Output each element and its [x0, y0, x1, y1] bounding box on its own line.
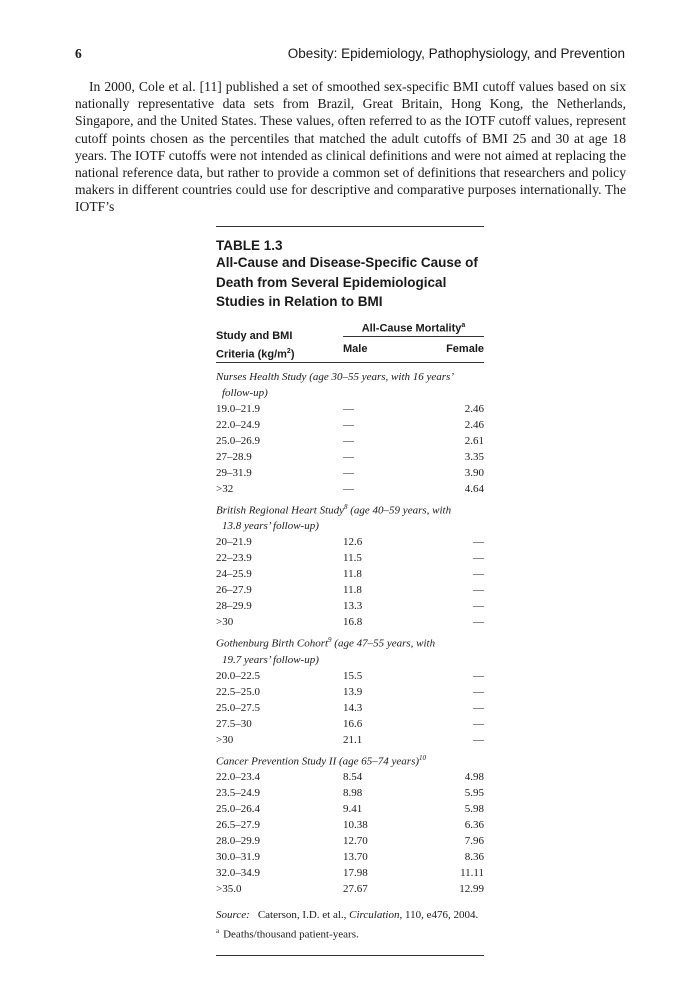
female-mortality-cell: —	[473, 600, 484, 613]
study-group-title	[216, 630, 484, 668]
male-mortality-cell: —	[343, 418, 354, 431]
female-mortality-cell: —	[473, 717, 484, 730]
female-mortality-cell: —	[473, 552, 484, 565]
acm-header-text: All-Cause Mortality	[361, 322, 462, 335]
page-number: 6	[75, 46, 82, 61]
male-mortality-cell: 21.1	[343, 733, 363, 746]
table-row	[216, 465, 484, 481]
study-group-title	[216, 497, 484, 535]
bmi-criteria-cell: 25.0–26.4	[216, 803, 260, 816]
male-mortality-cell: 11.5	[343, 552, 362, 565]
table-top-rule	[216, 226, 484, 227]
table-row	[216, 833, 484, 849]
study-title-cell	[216, 748, 484, 770]
footnote-mark: a	[216, 927, 220, 936]
bmi-criteria-cell: 32.0–34.9	[216, 867, 260, 880]
table-row	[216, 785, 484, 801]
female-column-header: Female	[446, 342, 484, 355]
study-header-line2: Criteria (kg/m	[216, 348, 287, 361]
study-title-line2: 13.8 years’ follow-up)	[222, 520, 319, 533]
table-column-headers	[216, 322, 484, 362]
study-header-sup: 2	[286, 347, 291, 355]
source-details: , 110, e476, 2004.	[399, 909, 479, 922]
male-mortality-cell: —	[343, 466, 354, 479]
female-mortality-cell: 2.46	[464, 418, 484, 431]
table-row	[216, 732, 484, 748]
male-mortality-cell: 11.8	[343, 568, 362, 581]
female-mortality-cell: 2.46	[464, 402, 484, 415]
study-title-line2: follow-up)	[222, 386, 268, 399]
bmi-criteria-cell: >35.0	[216, 883, 242, 896]
table-label: TABLE 1.3	[216, 238, 283, 253]
study-title: British Regional Heart Study	[216, 504, 345, 517]
page-header	[75, 46, 625, 66]
female-mortality-cell: 5.98	[464, 803, 484, 816]
study-title-cell	[216, 497, 484, 535]
bmi-criteria-cell: >30	[216, 733, 234, 746]
male-mortality-cell: 12.70	[343, 835, 368, 848]
male-mortality-cell: 13.9	[343, 685, 363, 698]
bmi-criteria-cell: 26–27.9	[216, 584, 252, 597]
male-mortality-cell: —	[343, 482, 354, 495]
bmi-criteria-cell: 25.0–26.9	[216, 434, 260, 447]
bmi-criteria-cell: 28–29.9	[216, 600, 252, 613]
female-mortality-cell: —	[473, 584, 484, 597]
bmi-criteria-cell: 23.5–24.9	[216, 787, 260, 800]
study-title-line2: 19.7 years’ follow-up)	[222, 653, 319, 666]
male-mortality-cell: 12.6	[343, 536, 363, 549]
table-row	[216, 881, 484, 897]
study-group-title	[216, 367, 484, 401]
table-row	[216, 433, 484, 449]
table-row	[216, 582, 484, 598]
bmi-criteria-cell: 26.5–27.9	[216, 819, 260, 832]
female-mortality-cell: —	[473, 669, 484, 682]
male-mortality-cell: 11.8	[343, 584, 362, 597]
bmi-criteria-cell: 25.0–27.5	[216, 701, 260, 714]
table-title: All-Cause and Disease-Specific Cause of Death from Several Epidemiological Studies in Relation to BMI	[216, 255, 478, 309]
study-title-cell	[216, 367, 484, 401]
table-row	[216, 550, 484, 566]
bmi-criteria-cell: >32	[216, 482, 234, 495]
table-1-3	[216, 226, 484, 956]
table-row	[216, 700, 484, 716]
table-row	[216, 614, 484, 630]
female-mortality-cell: 6.36	[464, 819, 484, 832]
male-mortality-cell: 16.8	[343, 616, 363, 629]
study-reference: 9	[328, 636, 332, 645]
study-column-header	[216, 328, 295, 363]
female-mortality-cell: —	[473, 701, 484, 714]
study-title: Gothenburg Birth Cohort	[216, 637, 329, 650]
bmi-criteria-cell: 22.0–24.9	[216, 418, 260, 431]
male-mortality-cell: 16.6	[343, 717, 363, 730]
bmi-criteria-cell: 24–25.9	[216, 568, 252, 581]
bmi-criteria-cell: 22–23.9	[216, 552, 252, 565]
bmi-criteria-cell: >30	[216, 616, 234, 629]
bmi-criteria-cell: 20–21.9	[216, 536, 252, 549]
body-paragraph: In 2000, Cole et al. [11] published a set of smoothed sex-specific BMI cutoff values based on six nationally representative data sets from Brazil, Great Britain, Hong Kong, the Netherlands, Singapore, and the United States. These values, often referred to as the IOTF cutoff values, represent cutoff points chosen as the percentiles that matched the adult cutoffs of BMI 25 and 30 at age 18 years. The IOTF cutoffs were not intended as clinical definitions and were not aimed at replacing the national reference data, but rather to provide a common set of definitions that researchers and policy makers in different countries could use for descriptive and comparative purposes internationally. The IOTF’s	[75, 79, 626, 215]
female-mortality-cell: 4.98	[464, 771, 484, 784]
male-mortality-cell: 8.54	[343, 771, 363, 784]
bmi-criteria-cell: 20.0–22.5	[216, 669, 260, 682]
study-reference: 10	[419, 753, 427, 762]
table-row	[216, 801, 484, 817]
study-header-end: )	[290, 348, 295, 361]
table-bottom-rule	[216, 955, 484, 956]
table-row	[216, 566, 484, 582]
table-row	[216, 401, 484, 417]
male-mortality-cell: —	[343, 434, 354, 447]
female-mortality-cell: 8.36	[464, 851, 484, 864]
male-mortality-cell: 10.38	[343, 819, 368, 832]
table-row	[216, 817, 484, 833]
bmi-criteria-cell: 19.0–21.9	[216, 402, 260, 415]
table-row	[216, 598, 484, 614]
male-mortality-cell: 15.5	[343, 669, 363, 682]
bmi-criteria-cell: 27.5–30	[216, 717, 252, 730]
study-title-cell	[216, 630, 484, 668]
male-mortality-cell: 14.3	[343, 701, 363, 714]
male-mortality-cell: —	[343, 402, 354, 415]
female-mortality-cell: —	[473, 733, 484, 746]
table-footnote	[216, 923, 484, 943]
male-mortality-cell: —	[343, 450, 354, 463]
female-mortality-cell: 2.61	[464, 434, 484, 447]
male-mortality-cell: 9.41	[343, 803, 363, 816]
bmi-criteria-cell: 30.0–31.9	[216, 851, 260, 864]
acm-header-sup: a	[461, 321, 466, 329]
female-mortality-cell: 12.99	[459, 883, 484, 896]
study-title: Cancer Prevention Study II (age 65–74 years)	[216, 755, 420, 768]
female-mortality-cell: —	[473, 685, 484, 698]
female-mortality-cell: 3.90	[464, 466, 484, 479]
table-row	[216, 769, 484, 785]
female-mortality-cell: 7.96	[464, 835, 484, 848]
source-journal: Circulation	[349, 909, 400, 922]
table-row	[216, 716, 484, 732]
male-mortality-cell: 8.98	[343, 787, 363, 800]
female-mortality-cell: —	[473, 568, 484, 581]
bmi-criteria-cell: 22.5–25.0	[216, 685, 260, 698]
table-row	[216, 417, 484, 433]
table-row	[216, 534, 484, 550]
male-column-header: Male	[343, 342, 368, 355]
bmi-criteria-cell: 27–28.9	[216, 450, 252, 463]
footnote-text: Deaths/thousand patient-years.	[223, 929, 359, 942]
table-row	[216, 668, 484, 684]
study-title: Nurses Health Study (age 30–55 years, with 16 years’	[216, 370, 454, 383]
female-mortality-cell: 11.11	[460, 867, 484, 880]
female-mortality-cell: 3.35	[464, 450, 484, 463]
table-row	[216, 849, 484, 865]
bmi-criteria-cell: 22.0–23.4	[216, 771, 260, 784]
male-mortality-cell: 13.70	[343, 851, 368, 864]
study-title-cont: (age 40–59 years, with	[347, 504, 452, 517]
table-row	[216, 481, 484, 497]
table-body	[216, 367, 484, 898]
table-row	[216, 865, 484, 881]
table-source	[216, 907, 484, 923]
table-row	[216, 449, 484, 465]
bmi-criteria-cell: 29–31.9	[216, 466, 252, 479]
male-mortality-cell: 27.67	[343, 883, 368, 896]
study-title-cont: (age 47–55 years, with	[331, 637, 436, 650]
all-cause-mortality-header	[343, 322, 484, 338]
female-mortality-cell: —	[473, 616, 484, 629]
bmi-criteria-cell: 28.0–29.9	[216, 835, 260, 848]
male-mortality-cell: 17.98	[343, 867, 368, 880]
table-row	[216, 684, 484, 700]
study-reference: 8	[344, 502, 348, 511]
male-mortality-cell: 13.3	[343, 600, 363, 613]
study-header-line1: Study and BMI	[216, 329, 293, 342]
study-group-title	[216, 748, 484, 770]
running-title: Obesity: Epidemiology, Pathophysiology, and Prevention	[287, 46, 625, 61]
female-mortality-cell: —	[473, 536, 484, 549]
female-mortality-cell: 4.64	[464, 482, 484, 495]
female-mortality-cell: 5.95	[464, 787, 484, 800]
source-authors: Caterson, I.D. et al.,	[257, 909, 350, 922]
source-label: Source:	[216, 909, 250, 922]
